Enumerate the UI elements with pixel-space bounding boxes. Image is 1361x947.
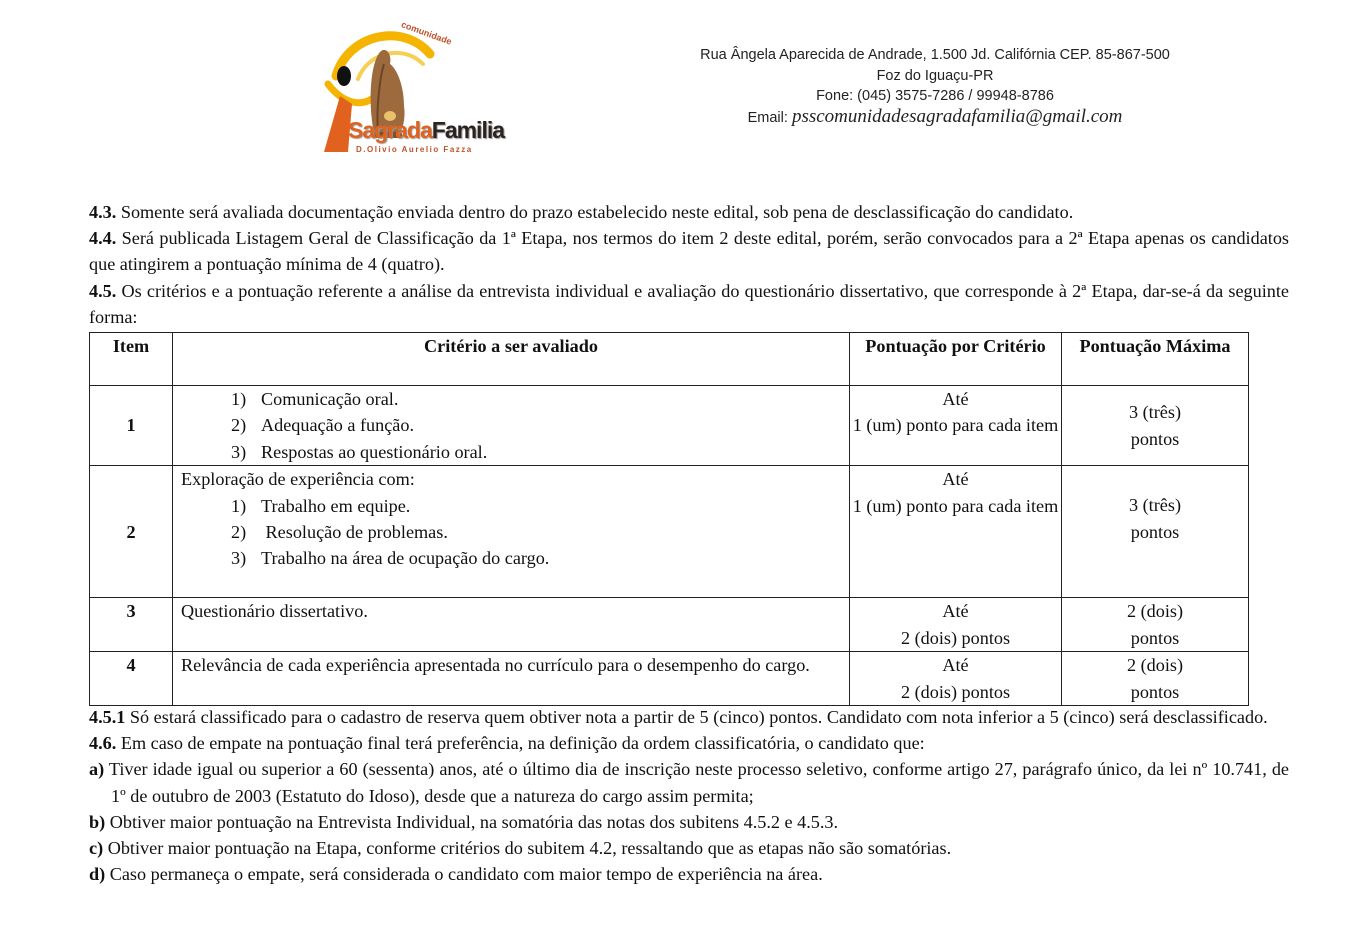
contact-phone: Fone: (045) 3575-7286 / 99948-8786 <box>816 88 1054 104</box>
header-max-points: Pontuação Máxima <box>1062 333 1249 386</box>
item-label: b) <box>89 811 106 832</box>
section-text: Somente será avaliada documentação enviada dentro do prazo estabelecido neste edital, sob pena de desclassificação do candidato. <box>116 202 1074 222</box>
document-body-top <box>89 199 1289 330</box>
section-4-5 <box>89 278 1289 330</box>
list-text: Resolução de problemas. <box>261 522 448 543</box>
list-number: 2) <box>231 415 247 436</box>
list-number: 3) <box>231 548 247 569</box>
section-4-3 <box>89 199 1289 225</box>
list-number: 1) <box>231 389 247 409</box>
row-item-number: 2 <box>90 466 173 598</box>
list-item <box>203 519 849 545</box>
organization-logo <box>318 19 505 164</box>
table-row <box>90 598 1249 652</box>
criteria-table <box>89 332 1249 706</box>
list-item <box>203 439 849 465</box>
section-text: Só estará classificado para o cadastro de reserva quem obtiver nota a partir de 5 (cinco) pontos. Candidato com nota inferior a 5 (cinco) será desclassificado. <box>125 707 1268 727</box>
item-text: Obtiver maior pontuação na Etapa, conforme critérios do subitem 4.2, ressaltando que as etapas não são somatórias. <box>103 838 952 859</box>
section-number: 4.3. <box>89 202 117 222</box>
logo-brand-part2: Familia <box>431 117 505 143</box>
criterion-sublist <box>181 493 849 572</box>
tiebreak-item-b <box>89 809 1289 835</box>
logo-brand-name <box>348 117 504 144</box>
max-line: pontos <box>1130 627 1180 648</box>
points-line: 2 (dois) pontos <box>900 627 1011 648</box>
list-number: 1) <box>231 495 247 516</box>
table-row <box>90 652 1249 706</box>
points-line: Até <box>942 655 969 676</box>
list-number: 2) <box>231 522 247 543</box>
list-number: 3) <box>231 441 247 462</box>
row-max-points <box>1062 386 1249 466</box>
logo-arc-word: comunidade <box>399 19 454 47</box>
item-label: a) <box>89 759 105 780</box>
points-line: 2 (dois) pontos <box>900 681 1011 702</box>
list-text: Respostas ao questionário oral. <box>261 441 488 462</box>
tiebreak-item-c <box>89 835 1289 861</box>
criterion-lead: Relevância de cada experiência apresentada no currículo para o desempenho do cargo. <box>181 655 810 676</box>
row-points-per-criterion <box>850 598 1062 652</box>
header-criterion: Critério a ser avaliado <box>173 333 850 386</box>
list-item <box>203 493 849 519</box>
row-max-points <box>1062 466 1249 598</box>
section-number: 4.5.1 <box>89 707 126 727</box>
contact-city: Foz do Iguaçu-PR <box>876 67 994 84</box>
item-text: Caso permaneça o empate, será considerada o candidato com maior tempo de experiência na área. <box>105 864 823 885</box>
section-4-5-1 <box>89 704 1289 730</box>
max-line: pontos <box>1130 681 1180 702</box>
section-number: 4.5. <box>89 280 117 301</box>
list-text: Comunicação oral. <box>261 389 399 409</box>
criterion-lead: Questionário dissertativo. <box>181 601 368 622</box>
row-points-per-criterion <box>850 652 1062 706</box>
row-points-per-criterion <box>850 466 1062 598</box>
max-line: 3 (três) <box>1128 495 1181 516</box>
list-text: Trabalho na área de ocupação do cargo. <box>261 548 550 569</box>
criterion-sublist <box>181 386 849 465</box>
document-body-bottom <box>89 704 1289 887</box>
row-criterion <box>173 598 850 652</box>
max-line: 3 (três) <box>1128 402 1181 423</box>
max-line: pontos <box>1130 521 1180 542</box>
row-max-points <box>1062 598 1249 652</box>
list-item <box>203 386 849 412</box>
points-line: Até <box>942 389 969 409</box>
list-item <box>203 412 849 438</box>
criterion-lead: Exploração de experiência com: <box>181 469 415 490</box>
item-label: c) <box>89 838 104 859</box>
contact-address: Rua Ângela Aparecida de Andrade, 1.500 Jd. Califórnia CEP. 85-867-500 <box>700 47 1170 63</box>
max-line: 2 (dois) <box>1126 655 1184 676</box>
points-line: 1 (um) ponto para cada item <box>852 495 1059 516</box>
tiebreak-item-d <box>89 861 1289 887</box>
points-line: Até <box>942 469 969 490</box>
logo-brand-part1: Sagrada <box>348 117 432 143</box>
header-points-per-criterion: Pontuação por Critério <box>850 333 1062 386</box>
row-criterion <box>173 466 850 598</box>
header-item: Item <box>90 333 173 386</box>
max-line: 2 (dois) <box>1126 601 1184 622</box>
section-4-4 <box>89 225 1289 277</box>
table-row <box>90 466 1249 598</box>
section-text: Em caso de empate na pontuação final terá preferência, na definição da ordem classificatória, o candidato que: <box>116 733 925 754</box>
section-text: Será publicada Listagem Geral de Classificação da 1ª Etapa, nos termos do item 2 deste edital, porém, serão convocados para a 2ª Etapa apenas os candidatos que atingirem a pontuação mínima de 4 (quatro). <box>89 228 1289 275</box>
row-item-number: 1 <box>90 386 173 466</box>
section-number: 4.4. <box>89 228 117 249</box>
item-label: d) <box>89 864 106 885</box>
item-text: Obtiver maior pontuação na Entrevista Individual, na somatória das notas dos subitens 4.5.2 e 4.5.3. <box>105 811 839 832</box>
section-number: 4.6. <box>89 733 117 754</box>
table-row <box>90 386 1249 466</box>
contact-email-label: Email: <box>747 109 792 126</box>
logo-tagline: D.Olivio Aurelio Fazza <box>356 145 473 154</box>
row-criterion <box>173 652 850 706</box>
contact-block <box>680 45 1190 128</box>
points-line: Até <box>942 601 969 622</box>
row-item-number: 3 <box>90 598 173 652</box>
max-line: pontos <box>1130 428 1180 449</box>
list-item <box>203 545 849 571</box>
table-header-row <box>90 333 1249 386</box>
contact-email[interactable]: psscomunidadesagradafamilia@gmail.com <box>791 105 1123 127</box>
tiebreak-item-a <box>89 756 1289 808</box>
row-points-per-criterion <box>850 386 1062 466</box>
section-text: Os critérios e a pontuação referente a análise da entrevista individual e avaliação do questionário dissertativo, que corresponde à 2ª Etapa, dar-se-á da seguinte forma: <box>89 280 1289 327</box>
row-item-number: 4 <box>90 652 173 706</box>
list-text: Trabalho em equipe. <box>261 495 411 516</box>
section-4-6 <box>89 730 1289 756</box>
contact-email-line <box>680 107 1190 129</box>
list-text: Adequação a função. <box>261 415 414 436</box>
item-text: Tiver idade igual ou superior a 60 (sessenta) anos, até o último dia de inscrição neste processo seletivo, conforme artigo 27, parágrafo único, da lei nº 10.741, de 1º de outubro de 2003 (Estatuto do Idoso), desde que a natureza do cargo assim permita; <box>104 759 1289 806</box>
row-criterion <box>173 386 850 466</box>
row-max-points <box>1062 652 1249 706</box>
points-line: 1 (um) ponto para cada item <box>852 415 1059 436</box>
